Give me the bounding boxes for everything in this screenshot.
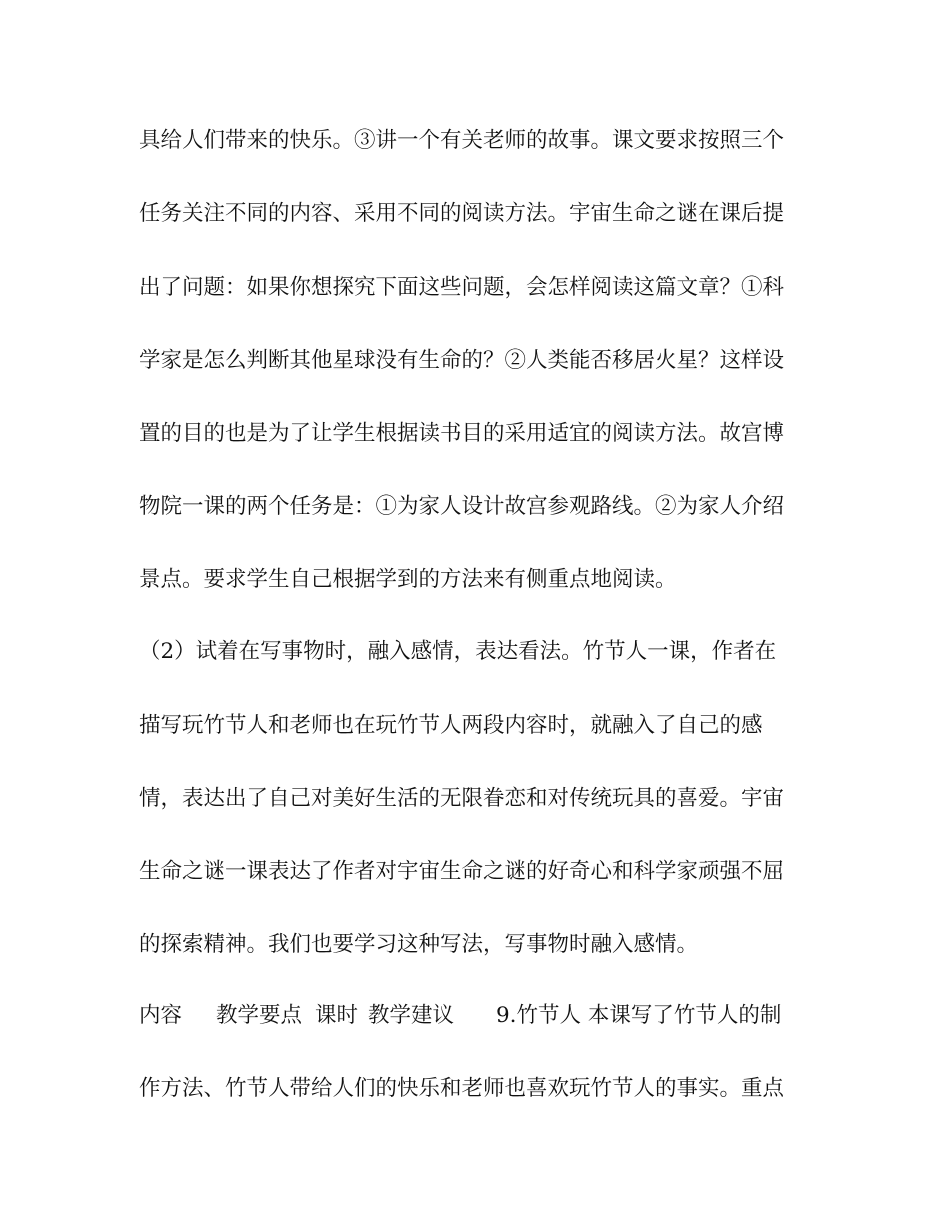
text-line: 生命之谜一课表达了作者对宇宙生命之谜的好奇心和科学家顽强不屈 [139,859,785,884]
table-header-content: 内容 [139,1003,183,1028]
text-line: 情，表达出了自己对美好生活的无限眷恋和对传统玩具的喜爱。宇宙 [139,786,785,811]
text-line: 置的目的也是为了让学生根据读书目的采用适宜的阅读方法。故宫博 [139,421,785,446]
text-line: 物院一课的两个任务是：①为家人设计故宫参观路线。②为家人介绍 [139,494,785,519]
table-header-suggestions: 教学建议 [368,1003,455,1028]
text-line: 描写玩竹节人和老师也在玩竹节人两段内容时，就融入了自己的感 [139,713,763,738]
text-line: 出了问题：如果你想探究下面这些问题，会怎样阅读这篇文章？①科 [139,275,785,300]
text-line: 作方法、竹节人带给人们的快乐和老师也喜欢玩竹节人的事实。重点 [139,1076,785,1101]
table-row-start: 9.竹节人 本课写了竹节人的制 [496,1003,782,1028]
table-header-periods: 课时 [315,1003,359,1028]
text-line: 任务关注不同的内容、采用不同的阅读方法。宇宙生命之谜在课后提 [139,201,785,226]
text-line: 景点。要求学生自己根据学到的方法来有侧重点地阅读。 [139,567,677,592]
text-line: 具给人们带来的快乐。③讲一个有关老师的故事。课文要求按照三个 [139,128,785,153]
text-line: 的探索精神。我们也要学习这种写法，写事物时融入感情。 [139,932,699,957]
table-header-row [139,1001,799,1031]
text-line: （2）试着在写事物时，融入感情，表达看法。竹节人一课，作者在 [139,639,777,664]
text-line: 学家是怎么判断其他星球没有生命的？②人类能否移居火星？这样设 [139,348,785,373]
table-header-teaching-points: 教学要点 [216,1003,303,1028]
